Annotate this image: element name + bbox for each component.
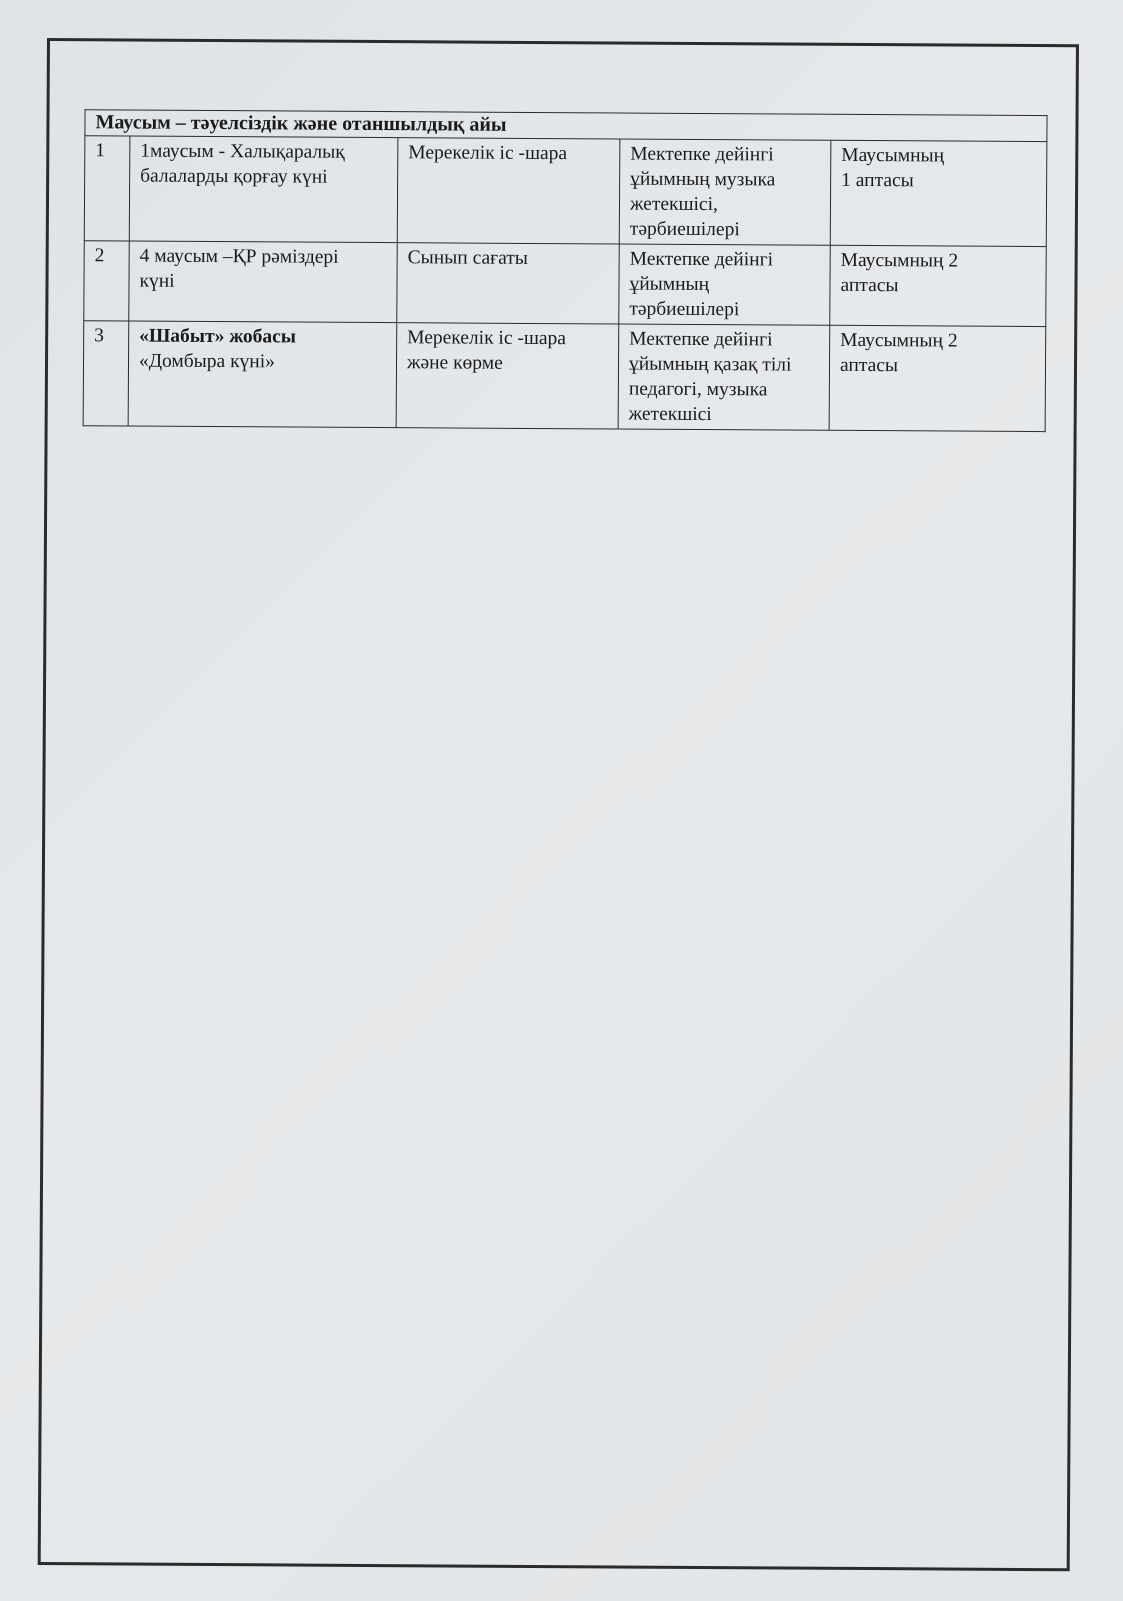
row-number: 2 <box>84 241 129 321</box>
page-frame <box>38 38 1079 1571</box>
responsible-line: тәрбиешілері <box>629 218 740 241</box>
event-line: балаларды қорғау күні <box>140 165 328 188</box>
form-cell <box>397 243 619 324</box>
event-line: 4 маусым –ҚР рәміздері <box>139 245 339 268</box>
event-line: 1маусым - Халықаралық <box>140 140 345 163</box>
table-row <box>84 136 1047 247</box>
responsible-line: Мектепке дейінгі <box>629 248 774 271</box>
responsible-line: педагогі, музыка <box>628 378 768 401</box>
form-line: Сынып сағаты <box>407 247 529 269</box>
form-cell <box>396 323 619 429</box>
event-cell <box>128 321 397 428</box>
row-number: 3 <box>83 321 129 426</box>
responsible-line: ұйымның қазақ тілі <box>628 353 792 376</box>
row-number: 1 <box>84 136 130 241</box>
responsible-cell <box>619 139 831 245</box>
event-line: күні <box>139 270 175 292</box>
form-cell <box>397 138 620 244</box>
responsible-line: ұйымның музыка <box>630 168 776 191</box>
timing-cell <box>829 325 1046 431</box>
form-line: және көрме <box>406 352 503 374</box>
responsible-cell <box>619 244 830 325</box>
timing-line: Маусымның 2 <box>840 329 958 352</box>
project-name: «Шабыт» жобасы <box>139 325 297 348</box>
timing-line: аптасы <box>839 354 899 377</box>
event-cell <box>129 241 397 323</box>
table-title: Маусым – тәуелсіздік және отаншылдық айы <box>85 110 1047 142</box>
timing-cell <box>830 245 1047 326</box>
table-row <box>83 321 1046 432</box>
timing-line: 1 аптасы <box>841 169 914 192</box>
event-line: «Домбыра күні» <box>138 350 275 373</box>
form-line: Мерекелік іс -шара <box>407 327 567 350</box>
events-table <box>83 109 1048 432</box>
form-line: Мерекелік іс -шара <box>408 142 568 165</box>
event-cell <box>129 136 398 243</box>
responsible-line: Мектепке дейінгі <box>629 328 773 351</box>
responsible-line: жетекшісі, <box>629 193 718 216</box>
responsible-cell <box>618 324 830 430</box>
responsible-line: Мектепке дейінгі <box>630 143 774 166</box>
table-row <box>84 241 1047 327</box>
responsible-line: жетекшісі <box>628 403 712 426</box>
responsible-line: ұйымның <box>629 273 710 296</box>
timing-line: Маусымның 2 <box>840 249 959 272</box>
timing-line: аптасы <box>840 274 899 297</box>
timing-line: Маусымның <box>841 144 945 167</box>
responsible-line: тәрбиешілері <box>629 298 740 321</box>
timing-cell <box>830 140 1047 246</box>
